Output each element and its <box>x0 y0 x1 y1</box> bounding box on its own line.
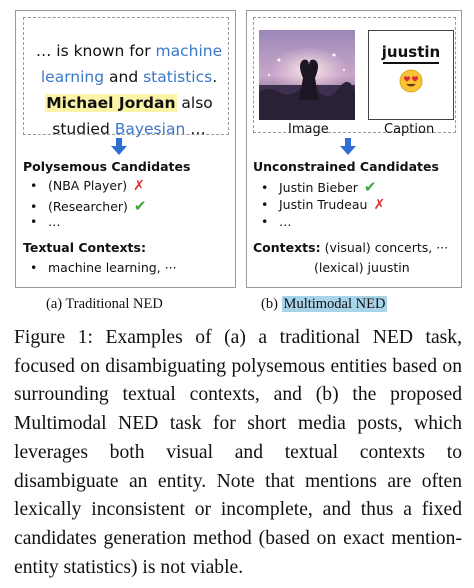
visual-context: (visual) concerts, ··· <box>320 240 449 255</box>
candidates-title: Polysemous Candidates <box>23 159 191 174</box>
caption-box <box>368 30 454 120</box>
context-text: and <box>104 68 144 86</box>
keyword-statistics: statistics <box>143 68 213 86</box>
candidate-item: • Justin Trudeau ✗ <box>261 197 386 213</box>
contexts-title: Contexts: <box>253 240 321 255</box>
concert-image <box>259 30 355 120</box>
check-icon: ✔ <box>363 178 377 196</box>
keyword-learning: learning <box>40 68 105 86</box>
keyword-bayesian: Bayesian <box>114 120 186 138</box>
contexts-title: Textual Contexts: <box>23 240 146 255</box>
lexical-context: (lexical) juustin <box>314 260 410 275</box>
context-text: … <box>185 120 206 138</box>
context-text: … is known for <box>35 42 156 60</box>
context-text: . <box>212 68 218 86</box>
textual-context-box <box>23 17 229 138</box>
context-item: • machine learning, ··· <box>30 260 177 275</box>
candidate-item: • … <box>30 214 61 229</box>
subcaption-b-highlight: Multimodal NED <box>283 296 386 312</box>
contexts-line <box>253 240 448 255</box>
entity-mention: Michael Jordan <box>46 94 176 112</box>
candidates-title: Unconstrained Candidates <box>253 159 439 174</box>
context-text: also studied <box>52 94 213 138</box>
multimodal-context-box <box>253 17 456 137</box>
candidate-item: • Justin Bieber ✔ <box>261 178 377 196</box>
caption-underline <box>383 62 439 64</box>
figure-caption: Figure 1: Examples of (a) a traditional NED task, focused on disambiguating polysemous entities based on surrounding textual contexts, and (b) the proposed Multimodal NED task for short media posts, which leverages both visual and textual contexts to disambiguate an entity. Note that mentions are often lexically inconsistent or incomplete, and thus a fixed candidates generation method (based on exact mention-entity statistics) is not viable. <box>14 327 462 578</box>
image-label: Image <box>288 122 329 137</box>
heart-eyes-emoji-icon <box>399 69 423 93</box>
context-sentence <box>34 38 224 142</box>
panel-multimodal-ned <box>246 10 462 288</box>
panel-traditional-ned <box>15 10 236 288</box>
keyword-machine: machine <box>155 42 223 60</box>
caption-label: Caption <box>384 122 435 137</box>
cross-icon: ✗ <box>373 197 386 213</box>
caption-word: juustin <box>381 43 441 61</box>
subcaption-a: (a) Traditional NED <box>46 296 163 312</box>
candidate-item: • (NBA Player) ✗ <box>30 178 145 194</box>
candidate-item: • (Researcher) ✔ <box>30 197 147 215</box>
subcaption-b: (b) Multimodal NED <box>261 296 386 312</box>
check-icon: ✔ <box>133 197 147 215</box>
cross-icon: ✗ <box>133 178 145 194</box>
candidate-item: • … <box>261 214 292 229</box>
